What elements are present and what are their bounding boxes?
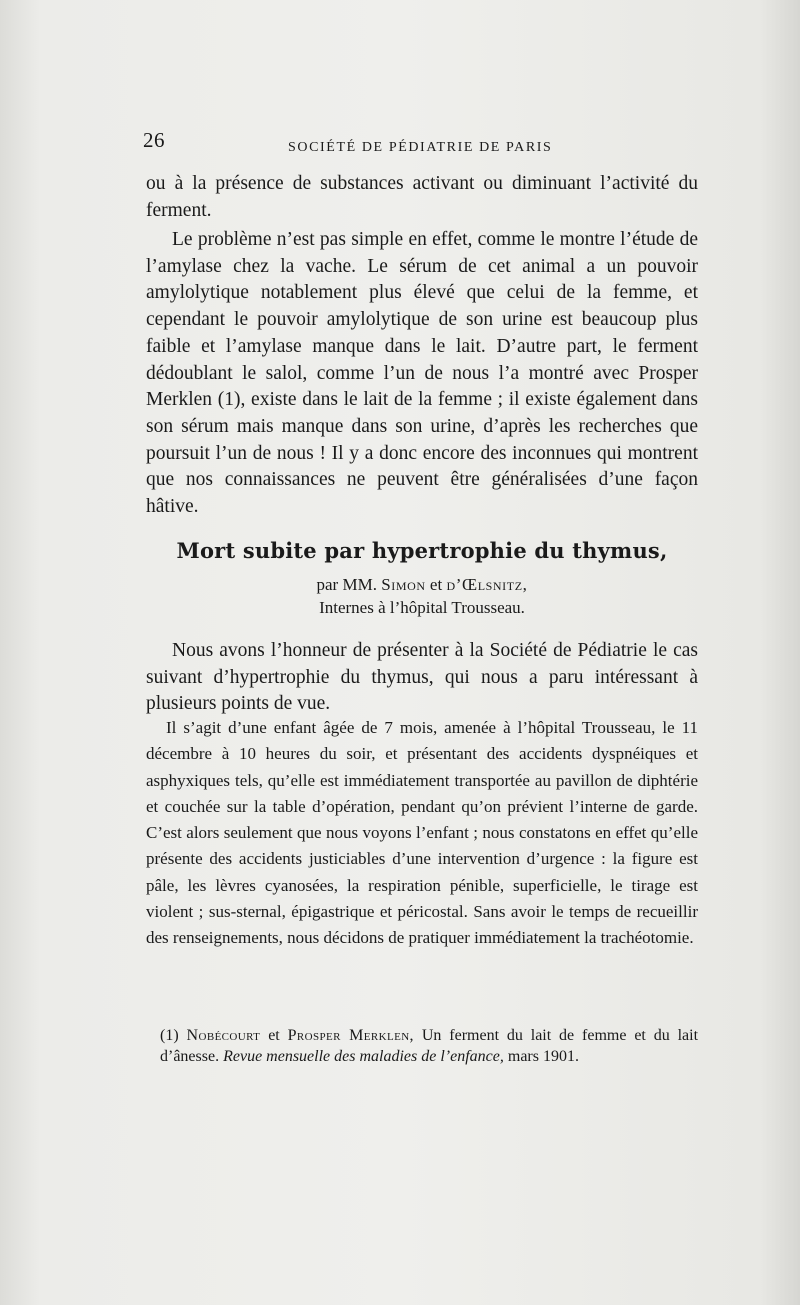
paragraph-text: Le problème n’est pas simple en effet, comme le montre l’étude de l’amylase chez la vache. Le sérum de cet animal a un pouvoir amylolytique notablement plus élevé que celui de la femme, et cependant le pouvoir amylolytique de son urine est beaucoup plus faible et l’amylase manque dans le lait. D’autre part, le ferment dédoublant le salol, comme l’un de nous l’a montré avec Prosper Merklen (1), existe dans le lait de la femme ; il existe également dans son sérum mais manque dans son urine, d’après les recherches que poursuit l’un de nous ! Il y a donc encore des inconnues qui montrent que nos connaissances ne peuvent être généralisées d’une façon hâtive. xyxy=(146,229,698,518)
byline xyxy=(146,575,698,595)
affiliation: Internes à l’hôpital Trousseau. xyxy=(319,598,525,617)
paragraph-case xyxy=(146,715,698,952)
footnote-marker: (1) xyxy=(160,1027,179,1044)
footnote-journal: Revue mensuelle des maladies de l’enfance, xyxy=(223,1048,504,1065)
paragraph-text: Il s’agit d’une enfant âgée de 7 mois, amenée à l’hôpital Trousseau, le 11 décembre à 10 heures du soir, et présentant des accidents dyspnéiques et asphyxiques tels, qu’elle est immédiatement transportée au pavillon de diphtérie et couchée sur la table d’opération, pendant qu’on prévient l’interne de garde. C’est alors seulement que nous voyons l’enfant ; nous constatons en effet qu’elle présente des accidents justiciables d’une intervention d’urgence : la figure est pâle, les lèvres cyanosées, la respiration pénible, superficielle, le tirage est violent ; sus-sternal, épigastrique et péricostal. Sans avoir le temps de recueillir des renseignements, nous décidons de pratiquer immédiatement la trachéotomie. xyxy=(146,718,698,948)
paragraph-text: ou à la présence de substances activant ou diminuant l’activité du ferment. xyxy=(146,173,698,221)
paragraph-continuation xyxy=(146,171,698,224)
author-oelsnitz: d’Œlsnitz, xyxy=(446,575,528,594)
article-title: Mort subite par hypertrophie du thymus, xyxy=(176,538,668,563)
paragraph-amylase xyxy=(146,227,698,521)
footnote-and: et xyxy=(268,1027,280,1044)
footnote xyxy=(160,1025,698,1067)
footnote-author-a: Nobécourt xyxy=(186,1027,261,1044)
byline-and: et xyxy=(429,575,443,594)
footnote-date: mars 1901. xyxy=(507,1048,579,1065)
page-number: 26 xyxy=(143,128,165,152)
footnote-author-b: Prosper Merklen, xyxy=(287,1027,414,1044)
byline-prefix: par MM. xyxy=(316,575,377,594)
paragraph-text: Nous avons l’honneur de présenter à la Société de Pédiatrie le cas suivant d’hypertrophie du thymus, qui nous a paru intéressant à plusieurs points de vue. xyxy=(146,640,698,715)
running-head: SOCIÉTÉ DE PÉDIATRIE DE PARIS xyxy=(288,140,553,155)
author-simon: Simon xyxy=(381,575,426,594)
paragraph-intro xyxy=(146,638,698,718)
footnote-title: Un ferment du lait de femme et du lait d’ânesse. xyxy=(160,1027,699,1065)
